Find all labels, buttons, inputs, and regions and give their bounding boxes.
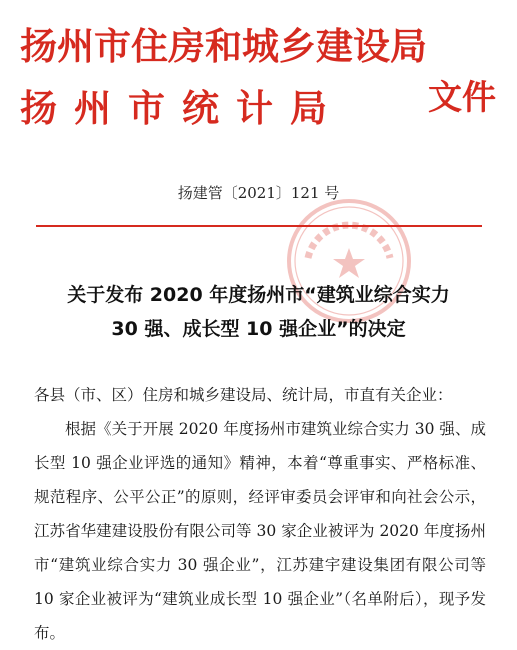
document-header [20, 14, 500, 144]
document-body [34, 378, 486, 650]
document-title [0, 278, 517, 346]
title-line-1: 关于发布 2020 年度扬州市“建筑业综合实力 [67, 284, 450, 306]
body-paragraph: 根据《关于开展 2020 年度扬州市建筑业综合实力 30 强、成长型 10 强企业评选的通知》精神，本着“尊重事实、严格标准、规范程序、公平公正”的原则，经评审委员会评审和向社会公示，江苏省华建建设股份有限公司等 30 家企业被评为 2020 年度扬州市“建筑业综合实力 30 强企业”，江苏建宇建设集团有限公司等 10 家企业被评为“建筑业成长型 10 强企业”（名单附后），现予发布。 [34, 420, 486, 642]
document-type-tag: 文件 [428, 78, 496, 118]
title-line-2: 30 强、成长型 10 强企业”的决定 [111, 318, 406, 340]
salutation: 各县（市、区）住房和城乡建设局、统计局，市直有关企业： [34, 386, 453, 404]
issuer-name-housing-bureau: 扬州市住房和城乡建设局 [20, 25, 427, 68]
issuer-name-statistics-bureau: 扬州市统计局 [20, 87, 344, 130]
red-divider-line [36, 225, 482, 227]
document-number: 扬建管〔2021〕121 号 [177, 184, 340, 202]
